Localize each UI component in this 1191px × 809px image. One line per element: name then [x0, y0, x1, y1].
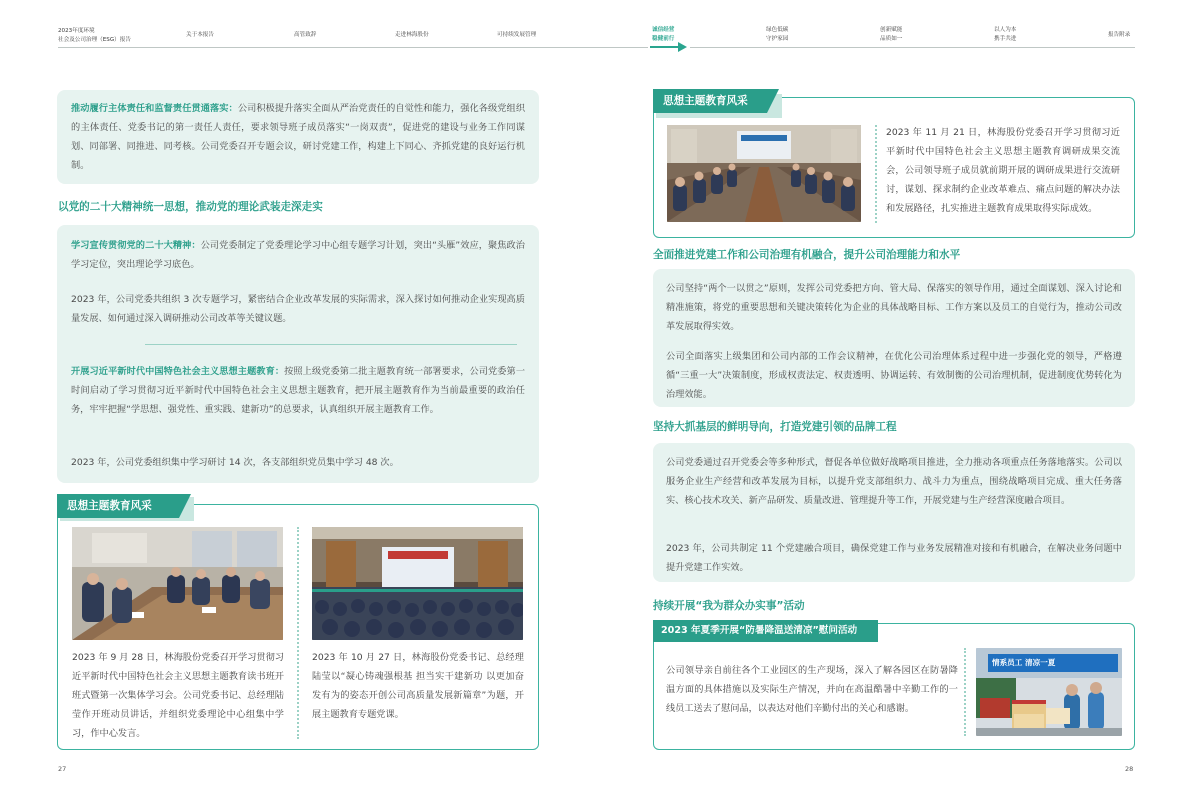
photo-summer-care — [976, 648, 1122, 736]
accountability-box — [57, 90, 539, 184]
study-lead-1: 学习宣传贯彻党的二十大精神： — [71, 240, 201, 251]
nav-item-company-intro[interactable]: 走进林海股份 — [395, 32, 429, 38]
nav-item-green-lowcarbon[interactable] — [766, 26, 788, 44]
nav-active-arrow-icon — [678, 42, 687, 52]
photo-party-lecture-image — [312, 527, 523, 640]
activity-separator — [964, 648, 966, 736]
nav-item-label-line1: 以人为本 — [994, 27, 1017, 33]
nav-item-label-line2: 稳健前行 — [652, 36, 675, 42]
nav-item-label-line2: 守护家园 — [766, 36, 789, 42]
nav-item-label-line1: 创新赋能 — [880, 27, 903, 33]
nav-item-executive-message[interactable]: 高管致辞 — [294, 32, 317, 38]
governance-paragraph-2: 公司全面落实上级集团和公司内部的工作会议精神，在优化公司治理体系过程中进一步强化党的领导，严格遵循“三重一大”决策制度，形成权责法定、权责透明、协调运转、有效制衡的公司治理机制，促进制度优势转化为治理效能。 — [666, 351, 1122, 400]
study-box — [57, 225, 539, 483]
nav-rail-right — [690, 47, 1135, 48]
report-title-line1: 2023年度环境 — [58, 28, 95, 34]
study-text-3: 按照上级党委第二批主题教育统一部署要求，公司党委第一时间启动了学习贯彻习近平新时代中国特色社会主义思想主题教育，把开展主题教育作为当前最重要的政治任务，牢牢把握“学思想、强党性、重实践、建新功”的总要求，认真组织开展主题教育工作。 — [71, 366, 526, 415]
study-text-1: 公司党委制定了党委理论学习中心组专题学习计划，突出“头雁”效应，聚焦政治学习定位，突出理论学习底色。 — [71, 240, 525, 270]
nav-item-label-line2: 品质如一 — [880, 36, 903, 42]
nav-item-people-oriented[interactable] — [994, 26, 1016, 44]
activity-tab: 2023 年夏季开展“防暑降温送清凉”慰问活动 — [653, 620, 878, 642]
left-gallery-tab: 思想主题教育风采 — [57, 494, 179, 518]
study-paragraph-1 — [71, 236, 525, 274]
photo-party-lecture — [312, 527, 523, 640]
nav-item-sustainability-mgmt[interactable]: 可持续发展管理 — [497, 32, 537, 38]
nav-item-innovation[interactable] — [880, 26, 902, 44]
report-title-line2: 社会及公司治理（ESG）报告 — [58, 37, 131, 43]
summer-care-banner-text: 情系员工 清凉一夏 — [992, 658, 1056, 667]
governance-box — [653, 269, 1135, 407]
nav-rail-active — [650, 46, 680, 48]
activity-text: 公司领导亲自前往各个工业园区的生产现场，深入了解各园区在防暑降温方面的具体措施以及实际生产情况，并向在高温酷暑中辛勤工作的一线员工送去了慰问品，以表达对他们辛勤付出的关心和感谢。 — [666, 665, 958, 714]
left-gallery-caption-1: 2023 年 9 月 28 日，林海股份党委召开学习贯彻习近平新时代中国特色社会主义思想主题教育读书班开班式暨第一次集体学习会。公司党委书记、总经理陆莹作开班动员讲话，并组织党委理论中心组集中学习，作中心发言。 — [72, 652, 284, 739]
right-gallery-tab: 思想主题教育风采 — [653, 89, 767, 113]
accountability-text: 公司积极提升落实全面从严治党责任的自觉性和能力，强化各级党组织的主体责任、党委书记的第一责任人责任，要求领导班子成员落实“一岗双责”，促进党的建设与业务工作同谋划、同部署、同推进、同考核。公司党委召开专题会议，研讨党建工作，构建上下同心、齐抓党建的良好运行机制。 — [71, 103, 526, 171]
study-lead-3: 开展习近平新时代中国特色社会主义思想主题教育： — [71, 366, 285, 377]
top-navigation — [0, 0, 1191, 60]
section-heading-grassroots: 坚持大抓基层的鲜明导向，打造党建引领的品牌工程 — [653, 421, 897, 433]
report-title — [58, 27, 131, 45]
nav-item-integrity-operations[interactable] — [652, 26, 674, 44]
left-gallery-separator — [297, 527, 299, 739]
nav-item-label-line1: 诚信经营 — [652, 27, 675, 33]
nav-item-about-report[interactable]: 关于本报告 — [186, 32, 214, 38]
nav-item-label-line1: 绿色低碳 — [766, 27, 789, 33]
photo-research-exchange — [667, 125, 861, 222]
nav-item-appendix[interactable]: 报告附录 — [1108, 32, 1131, 38]
page-number-left: 27 — [58, 765, 67, 773]
photo-research-exchange-image — [667, 125, 861, 222]
photo-study-session-image — [72, 527, 283, 640]
grassroots-paragraph-2: 2023 年，公司共制定 11 个党建融合项目，确保党建工作与业务发展精准对接和有机融合，在解决业务问题中提升党建工作实效。 — [666, 543, 1122, 573]
section-heading-ideology: 以党的二十大精神统一思想，推动党的理论武装走深走实 — [58, 201, 323, 213]
section-heading-governance: 全面推进党建工作和公司治理有机融合，提升公司治理能力和水平 — [653, 249, 961, 261]
left-gallery-caption-2: 2023 年 10 月 27 日，林海股份党委书记、总经理陆莹以“凝心铸魂强根基 担当实干建新功 以更加奋发有为的姿态开创公司高质量发展新篇章”为题，开展主题教育专题党课。 — [312, 652, 524, 720]
nav-rail-left — [58, 47, 648, 48]
nav-item-label-line2: 携手共进 — [994, 36, 1017, 42]
study-paragraph-2: 2023 年，公司党委共组织 3 次专题学习，紧密结合企业改革发展的实际需求，深入探讨如何推动企业实现高质量发展、如何通过深入调研推动公司改革等关键议题。 — [71, 294, 525, 324]
grassroots-box — [653, 443, 1135, 582]
study-paragraph-4: 2023 年，公司党委组织集中学习研讨 14 次，各支部组织党员集中学习 48 次。 — [71, 457, 399, 468]
right-gallery-caption: 2023 年 11 月 21 日，林海股份党委召开学习贯彻习近平新时代中国特色社会主义思想主题教育调研成果交流会，公司领导班子成员就前期开展的调研成果进行交流研讨，谋划、探求制约企业改革难点、痛点问题的解决办法和发展路径，扎实推进主题教育成果取得实际成效。 — [886, 127, 1120, 214]
accountability-paragraph — [71, 99, 525, 175]
governance-paragraph-1: 公司坚持“两个一以贯之”原则，发挥公司党委把方向、管大局、保落实的领导作用，通过全面谋划、深入讨论和精准施策，将党的重要思想和关键决策转化为企业的具体战略目标、工作方案以及员工的自觉行为，推动公司改革发展取得实效。 — [666, 283, 1122, 332]
study-divider — [145, 344, 517, 345]
right-gallery-separator — [875, 125, 877, 223]
accountability-lead: 推动履行主体责任和监督责任贯通落实： — [71, 103, 238, 114]
photo-study-session — [72, 527, 283, 640]
grassroots-paragraph-1: 公司党委通过召开党委会等多种形式，督促各单位做好战略项目推进，全力推动各项重点任务落地落实。公司以服务企业生产经营和改革发展为目标，以提升党支部组织力、战斗力为重点，围绕战略项目完成、重大任务落实、核心技术攻关、新产品研发、质量改进、管理提升等工作，开展党建与生产经营深度融合项目。 — [666, 457, 1122, 506]
study-paragraph-3 — [71, 362, 525, 419]
section-heading-service: 持续开展“我为群众办实事”活动 — [653, 600, 805, 612]
page-number-right: 28 — [1125, 765, 1134, 773]
